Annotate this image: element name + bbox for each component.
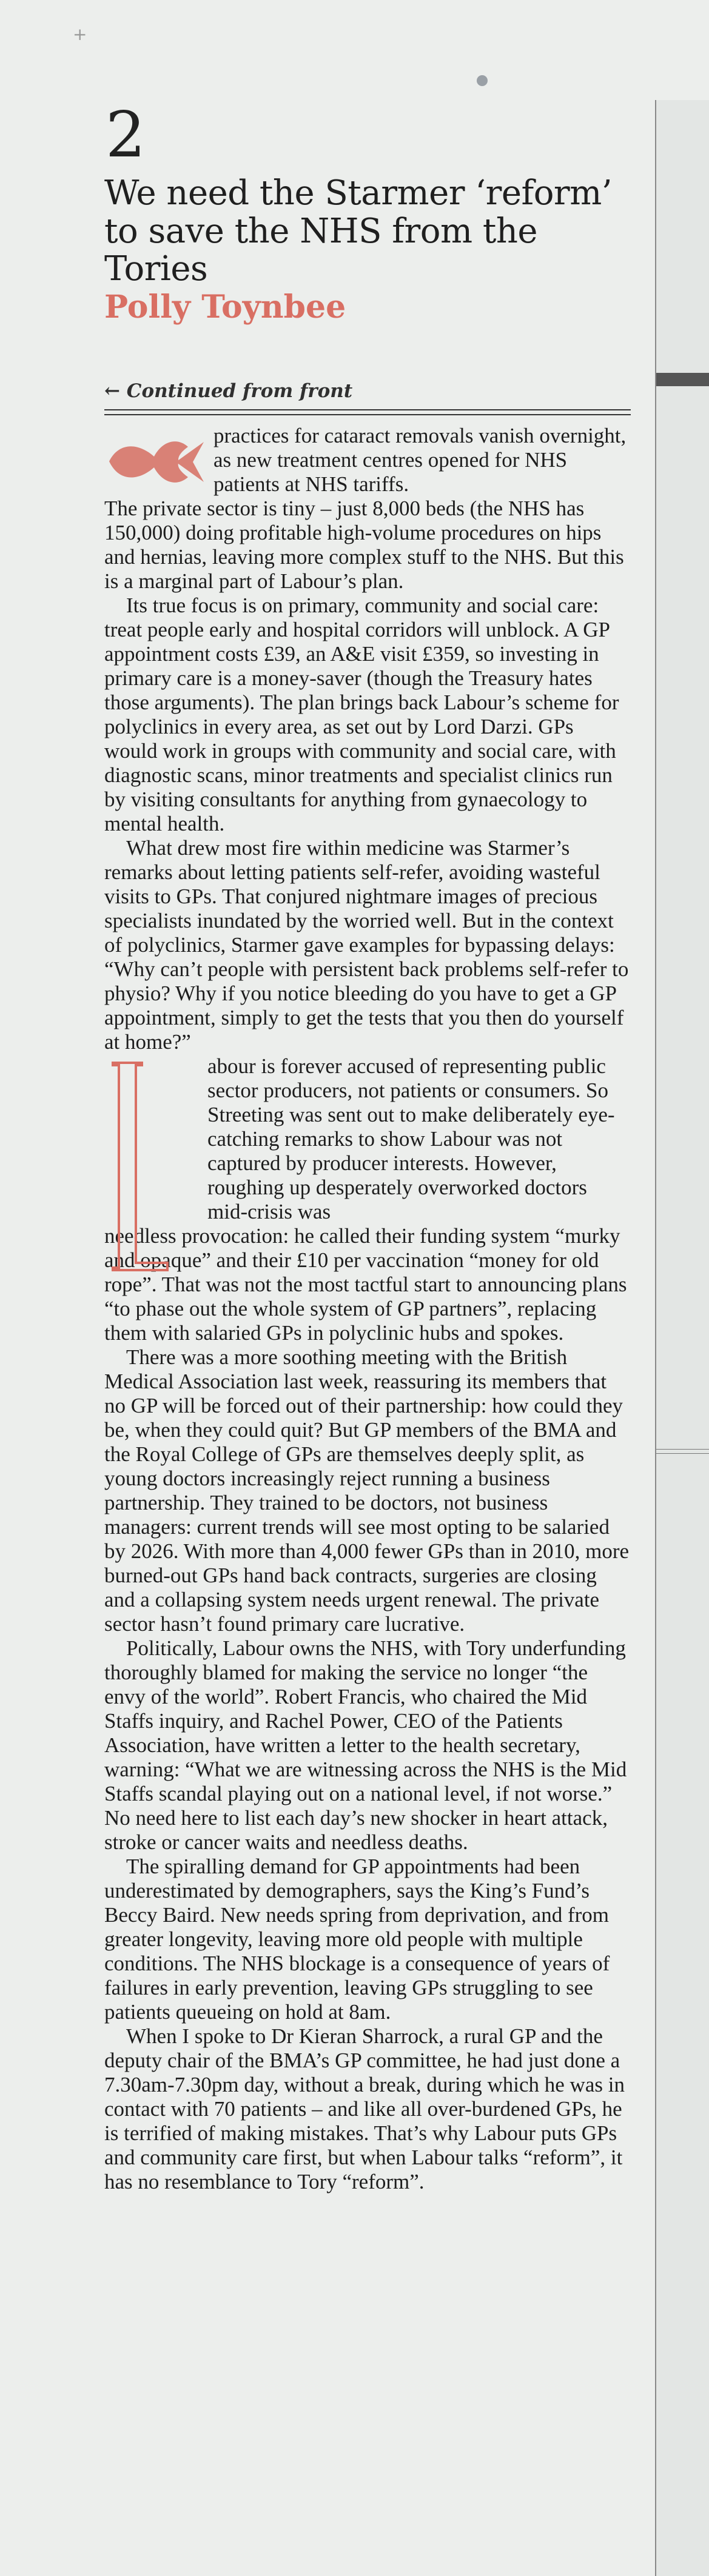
section-double-rule <box>104 409 631 415</box>
paragraph-5: There was a more soothing meeting with the British Medical Association last week, reassuring its members that no GP will be forced out of their partnership: how could they be, when they could quit? But GP members of the BMA and the Royal College of GPs are themselves deeply split, as young doctors increasingly reject running a business partnership. They trained to be doctors, not business managers: current trends will see most opting to be salaried by 2026. With more than 4,000 fewer GPs than in 2010, more burned-out GPs hand back contracts, surgeries are closing and a collapsing system needs urgent renewal. The private sector hasn’t found primary care lucrative. <box>104 1345 630 1636</box>
dropcap-section <box>104 1054 631 1345</box>
article <box>104 98 631 2194</box>
paragraph-3: What drew most fire within medicine was Starmer’s remarks about letting patients self-refer, avoiding wasteful visits to GPs. That conjured nightmare images of precious specialists inundated by the worried well. But in the context of polyclinics, Starmer gave examples for bypassing delays: “Why can’t people with persistent back problems self-refer to physio? Why if you notice bleeding do you have to get a GP appointment, simply to get the tests that you then do yourself at home?” <box>104 835 629 1054</box>
paragraph-6: Politically, Labour owns the NHS, with Tory underfunding thoroughly blamed for making the service no longer “the envy of the world”. Robert Francis, who chaired the Mid Staffs inquiry, and Rachel Power, CEO of the Patients Association, have written a letter to the health secretary, warning: “What we are witnessing across the NHS is the Mid Staffs scandal playing out on a national level, if not worse.” No need here to list each day’s new shocker in heart attack, stroke or cancer waits and needless deaths. <box>104 1636 627 1854</box>
continued-from-front-link[interactable]: ← Continued from front <box>104 380 353 402</box>
outline-l-dropcap <box>104 1060 171 1273</box>
headline: We need the Starmer ‘reform’ to save the NHS from the Tories <box>104 173 613 289</box>
paragraph-4-lead: abour is forever accused of representing public sector producers, not patients or consumers. So Streeting was sent out to make deliberately eye-catching remarks to show Labour was not captured by producer interests. However, roughing up desperately overworked doctors mid-crisis was <box>207 1054 615 1223</box>
paragraph-1-rest: The private sector is tiny – just 8,000 beds (the NHS has 150,000) doing profitable high-volume procedures on hips and hernias, leaving more complex stuff to the NHS. But this is a marginal part of Labour’s plan. <box>104 496 624 593</box>
article-number: 2 <box>106 98 146 172</box>
article-body <box>104 424 631 2194</box>
byline: Polly Toynbee <box>104 289 346 326</box>
adjacent-page-edge <box>655 100 709 2576</box>
adjacent-page-column-marker <box>656 373 709 386</box>
paragraph-4-rest: needless provocation: he called their funding system “murky and opaque” and their £10 per vaccination “money for old rope”. That was not the most tactful start to announcing plans “to phase out the whole system of GP partners”, replacing them with salaried GPs in polyclinic hubs and spokes. <box>104 1223 627 1345</box>
red-arrow-flame-icon <box>104 432 207 492</box>
paragraph-8: When I spoke to Dr Kieran Sharrock, a rural GP and the deputy chair of the BMA’s GP committee, he had just done a 7.30am-7.30pm day, without a break, during which he was in contact with 70 patients – and like all over-burdened GPs, he is terrified of making mistakes. That’s why Labour puts GPs and community care first, but when Labour talks “reform”, it has no resemblance to Tory “reform”. <box>104 2024 625 2193</box>
crop-mark-plus-icon: + <box>73 24 87 44</box>
print-dot-mark <box>477 75 488 86</box>
paragraph-7: The spiralling demand for GP appointments had been underestimated by demographers, says the King’s Fund’s Beccy Baird. New needs spring from deprivation, and from greater longevity, leaving more old people with multiple conditions. The NHS blockage is a consequence of years of failures in early prevention, leaving GPs struggling to see patients queueing on hold at 8am. <box>104 1854 610 2024</box>
paragraph-1-lead: practices for cataract removals vanish overnight, as new treatment centres opened for NHS patients at NHS tariffs. <box>213 423 627 496</box>
paragraph-2: Its true focus is on primary, community and social care: treat people early and hospital corridors will unblock. A GP appointment costs £39, an A&E visit £359, so investing in primary care is a money-saver (though the Treasury hates those arguments). The plan brings back Labour’s scheme for polyclinics in every area, as set out by Lord Darzi. GPs would work in groups with community and social care, with diagnostic scans, minor treatments and specialist clinics run by visiting consultants for anything from gynaecology to mental health. <box>104 593 619 835</box>
adjacent-page-rule <box>656 1449 709 1454</box>
